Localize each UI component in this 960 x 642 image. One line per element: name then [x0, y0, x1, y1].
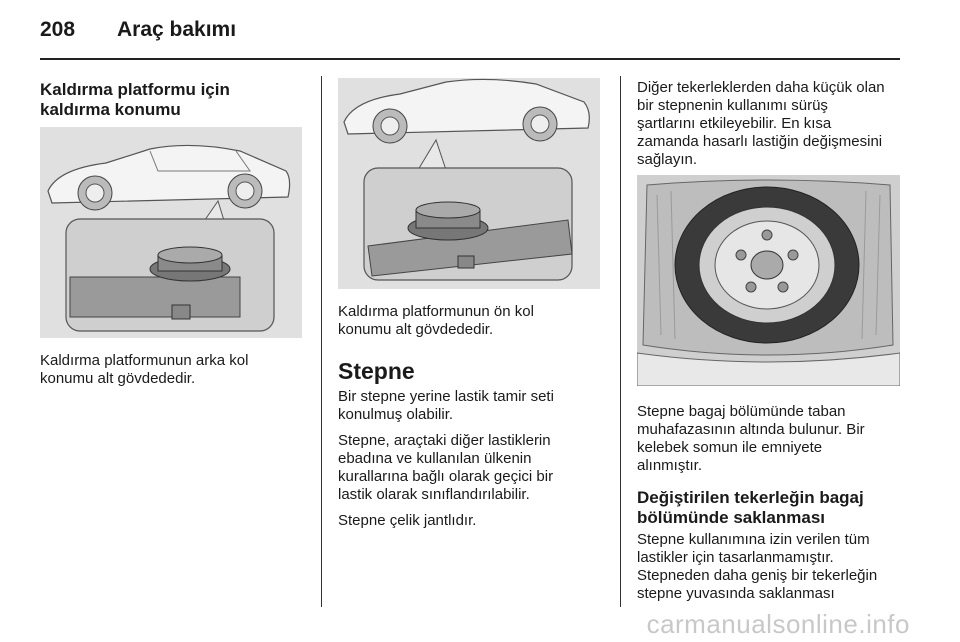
spare-wheel-trunk-illustration — [637, 175, 900, 386]
spare-wheel-intro — [637, 79, 907, 169]
caption-line: konumu alt gövdededir. — [338, 321, 494, 338]
front-lift-caption — [338, 303, 608, 339]
caption-line: konumu alt gövdededir. — [40, 370, 196, 387]
text-line: zamanda hasarlı lastiğin değişmesini — [637, 133, 883, 150]
spare-wheel-text — [338, 388, 613, 538]
page-number: 208 — [40, 18, 76, 41]
rear-lift-caption — [40, 352, 310, 388]
text-line: şartlarını etkileyebilir. En kısa — [637, 115, 832, 132]
text-line: lastik olarak sınıflandırılabilir. — [338, 486, 530, 503]
paragraph — [338, 388, 613, 424]
text-line: lastikler için tasarlanmamıştır. — [637, 549, 834, 566]
rear-lift-point-illustration — [40, 127, 302, 338]
text-line: bir stepnenin kullanımı sürüş — [637, 97, 828, 114]
text-line: ebadına ve kullanılan ülkenin — [338, 450, 532, 467]
text-line: stepne yuvasında saklanması — [637, 585, 835, 602]
text-line: Stepne kullanımına izin verilen tüm — [637, 531, 870, 548]
watermark: carmanualsonline.info — [646, 609, 910, 639]
storing-wheel-text — [637, 531, 907, 603]
heading-line: kaldırma konumu — [40, 100, 181, 119]
heading-line: Kaldırma platformu için — [40, 80, 230, 99]
text-line: Stepne, araçtaki diğer lastiklerin — [338, 432, 551, 449]
text-line: sağlayın. — [637, 151, 698, 168]
text-line: Diğer tekerleklerden daha küçük olan — [637, 79, 885, 96]
chapter-title: Araç bakımı — [117, 18, 237, 41]
text-line: kurallarına bağlı olarak geçici bir — [338, 468, 554, 485]
text-line: Stepne çelik jantlıdır. — [338, 512, 477, 529]
paragraph — [338, 512, 613, 530]
column-divider — [321, 76, 322, 607]
lift-position-heading — [40, 80, 310, 120]
caption-line: Stepne bagaj bölümünde taban — [637, 403, 846, 420]
text-line: Bir stepne yerine lastik tamir seti — [338, 388, 554, 405]
heading-line: Değiştirilen tekerleğin bagaj — [637, 488, 864, 507]
caption-line: alınmıştır. — [637, 457, 703, 474]
text-line: Stepneden daha geniş bir tekerleğin — [637, 567, 878, 584]
caption-line: muhafazasının altında bulunur. Bir — [637, 421, 865, 438]
front-lift-point-illustration — [338, 78, 600, 289]
caption-line: Kaldırma platformunun arka kol — [40, 352, 249, 369]
storing-wheel-heading — [637, 488, 907, 528]
heading-line: bölümünde saklanması — [637, 508, 825, 527]
caption-line: Kaldırma platformunun ön kol — [338, 303, 534, 320]
caption-line: kelebek somun ile emniyete — [637, 439, 823, 456]
paragraph — [338, 432, 613, 504]
spare-wheel-heading: Stepne — [338, 358, 415, 384]
column-divider — [620, 76, 621, 607]
header-rule — [40, 58, 900, 60]
spare-wheel-location-caption — [637, 403, 907, 475]
text-line: konulmuş olabilir. — [338, 406, 454, 423]
